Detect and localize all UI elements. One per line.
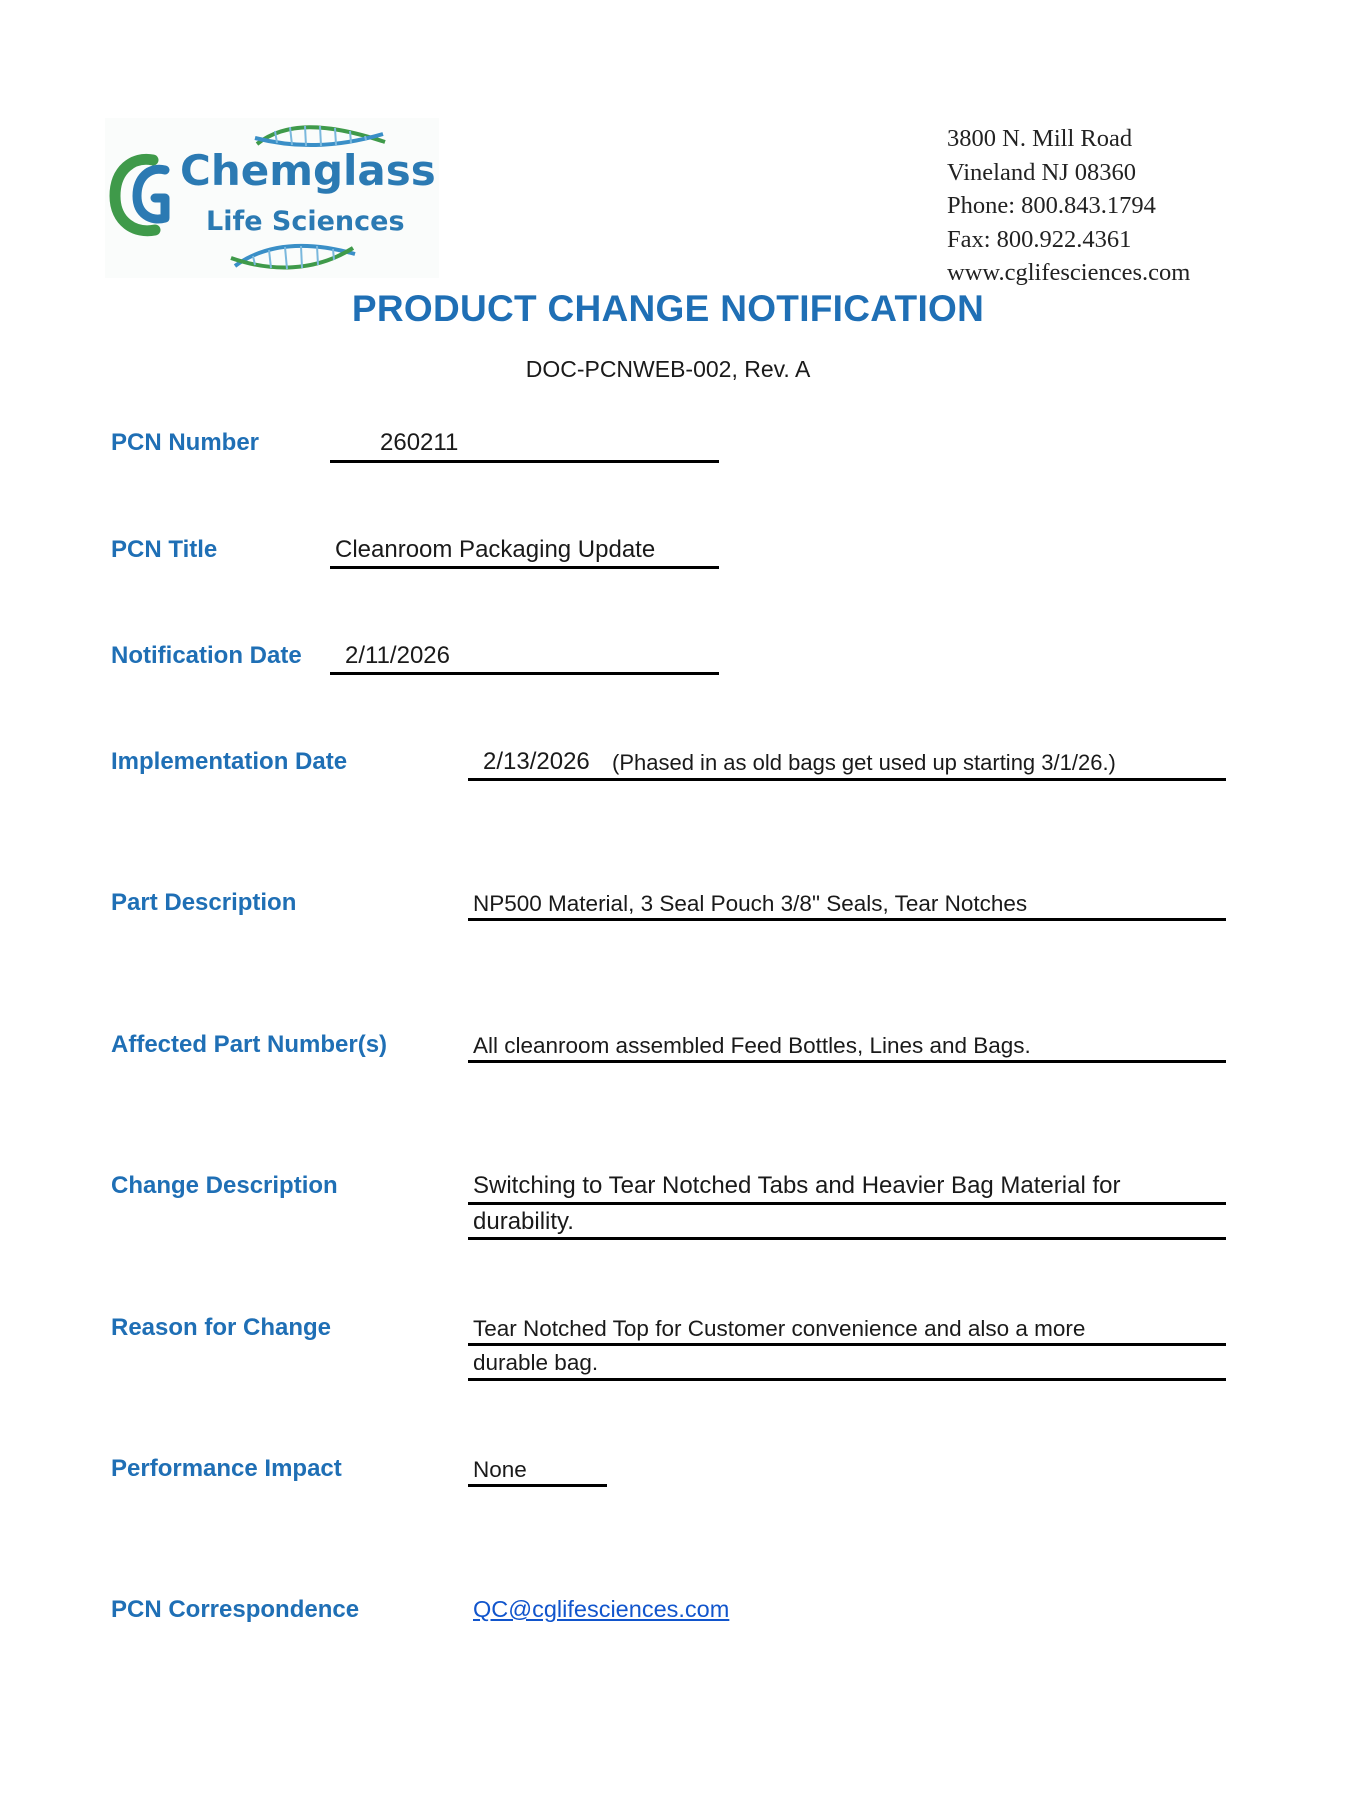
part-description-value: NP500 Material, 3 Seal Pouch 3/8" Seals, Tear Notches [473,891,1028,916]
reason-for-change-label: Reason for Change [111,1314,332,1341]
reason-for-change-line2: durable bag. [473,1350,599,1375]
address-fax: Fax: 800.922.4361 [947,225,1132,253]
company-address [947,122,1190,290]
change-description-underline2 [468,1237,1226,1240]
reason-for-change-line1: Tear Notched Top for Customer convenience and also a more [473,1316,1086,1341]
reason-for-change-underline1 [468,1343,1226,1346]
logo-company-subtitle: Life Sciences [206,206,405,237]
logo-company-name: Chemglass [180,146,436,195]
pcn-number-underline [330,460,719,463]
part-description-underline [468,918,1226,921]
address-street: 3800 N. Mill Road [947,125,1133,152]
correspondence-label: PCN Correspondence [111,1596,360,1623]
notification-date-underline [330,672,719,675]
change-description-line1: Switching to Tear Notched Tabs and Heavier Bag Material for [473,1172,1121,1199]
implementation-date-value: 2/13/2026 [483,748,590,775]
address-website: www.cglifesciences.com [947,259,1191,286]
change-description-line2: durability. [473,1208,574,1235]
performance-impact-underline [468,1484,607,1487]
part-description-label: Part Description [111,889,297,916]
affected-parts-label: Affected Part Number(s) [111,1031,388,1058]
pcn-title-label: PCN Title [111,536,218,563]
performance-impact-value: None [473,1457,527,1482]
company-logo [105,118,439,278]
document-id: DOC-PCNWEB-002, Rev. A [525,356,811,382]
address-city: Vineland NJ 08360 [947,158,1137,186]
pcn-number-value: 260211 [380,429,459,456]
implementation-date-label: Implementation Date [111,748,348,775]
logo-graphic [105,118,439,278]
correspondence-email-link[interactable]: QC@cglifesciences.com [473,1596,730,1622]
affected-parts-value: All cleanroom assembled Feed Bottles, Lines and Bags. [473,1033,1031,1058]
pcn-title-value: Cleanroom Packaging Update [335,536,656,563]
change-description-label: Change Description [111,1172,338,1199]
performance-impact-label: Performance Impact [111,1455,342,1482]
pcn-title-underline [330,566,719,569]
affected-parts-underline [468,1060,1226,1063]
notification-date-label: Notification Date [111,642,302,669]
reason-for-change-underline2 [468,1378,1226,1381]
address-phone: Phone: 800.843.1794 [947,192,1156,219]
implementation-date-note: (Phased in as old bags get used up starting 3/1/26.) [612,750,1116,775]
page-title: PRODUCT CHANGE NOTIFICATION [351,288,985,329]
change-description-underline1 [468,1202,1226,1205]
notification-date-value: 2/11/2026 [345,642,450,669]
implementation-date-underline [468,778,1226,781]
pcn-number-label: PCN Number [111,429,260,456]
